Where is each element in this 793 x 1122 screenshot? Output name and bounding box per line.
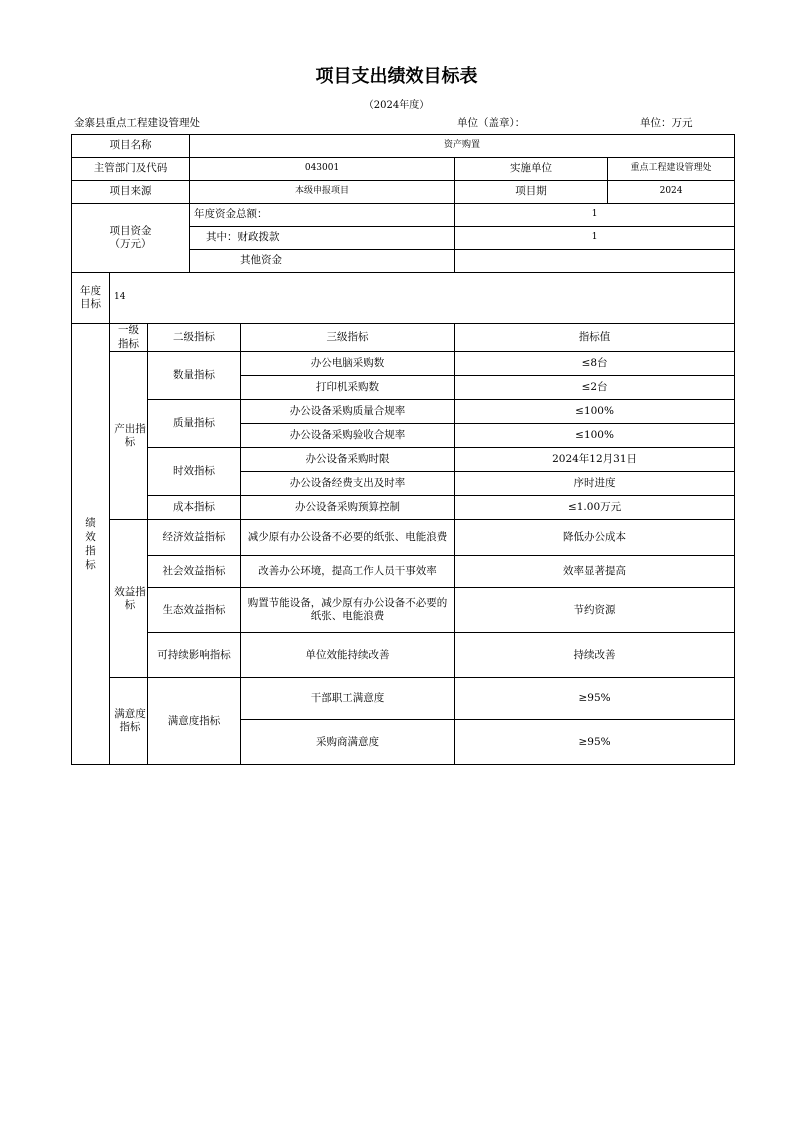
- quantity-indicator: 数量指标: [148, 352, 241, 400]
- table-row: [72, 520, 735, 556]
- indicator-a1-value: ≥95%: [455, 678, 735, 720]
- benefit-label: [110, 520, 148, 678]
- perf-label-text: 绩效指标: [85, 516, 96, 572]
- satisfaction-label-text: 满意度指标: [114, 708, 146, 734]
- dept-label: 主管部门及代码: [72, 158, 190, 181]
- table-row: [72, 324, 735, 352]
- economic-indicator: 经济效益指标: [148, 520, 241, 556]
- table-row: [72, 496, 735, 520]
- impl-unit-label: 实施单位: [455, 158, 608, 181]
- sustain-indicator: 可持续影响指标: [148, 633, 241, 678]
- funds-label: [72, 204, 190, 273]
- level1-header-text: 一级指标: [118, 324, 139, 350]
- funds-fiscal-value: 1: [455, 227, 735, 250]
- benefit-label-text: 效益指标: [114, 585, 146, 611]
- indicator-s1: 改善办公环境，提高工作人员干事效率: [241, 556, 455, 588]
- dept-code-value: 043001: [190, 158, 455, 181]
- indicator-p1-value: 持续改善: [455, 633, 735, 678]
- table-row: [72, 678, 735, 720]
- table-row: [72, 400, 735, 424]
- quality-indicator: 质量指标: [148, 400, 241, 448]
- satisfaction-label: [110, 678, 148, 765]
- funds-label-text: 项目资金（万元）: [109, 224, 152, 250]
- project-name-label: 项目名称: [72, 135, 190, 158]
- perf-label: [72, 324, 110, 765]
- indicator-p1: 单位效能持续改善: [241, 633, 455, 678]
- indicator-c1-value: ≤1.00万元: [455, 496, 735, 520]
- funds-fiscal-label: 其中：财政拨款: [190, 227, 455, 250]
- indicator-t2: 办公设备经费支出及时率: [241, 472, 455, 496]
- source-value: 本级申报项目: [190, 181, 455, 204]
- table-row: [72, 135, 735, 158]
- indicator-m2-value: ≤100%: [455, 424, 735, 448]
- indicator-m1: 办公设备采购质量合规率: [241, 400, 455, 424]
- output-label: [110, 352, 148, 520]
- indicator-e1-value: 降低办公成本: [455, 520, 735, 556]
- value-header: 指标值: [455, 324, 735, 352]
- indicator-q2-value: ≤2台: [455, 376, 735, 400]
- level3-header: 三级指标: [241, 324, 455, 352]
- indicator-g1: 购置节能设备，减少原有办公设备不必要的纸张、电能浪费: [241, 588, 455, 633]
- eco-indicator: 生态效益指标: [148, 588, 241, 633]
- period-value: 2024: [608, 181, 735, 204]
- indicator-m2: 办公设备采购验收合规率: [241, 424, 455, 448]
- indicator-m1-value: ≤100%: [455, 400, 735, 424]
- page-title: 项目支出绩效目标表: [315, 66, 478, 87]
- indicator-e1: 减少原有办公设备不必要的纸张、电能浪费: [241, 520, 455, 556]
- funds-total-label: 年度资金总额：: [190, 204, 455, 227]
- unit-label: 单位：万元: [640, 117, 693, 129]
- table-row: [72, 556, 735, 588]
- annual-goal-label: [72, 273, 110, 324]
- indicator-q1-value: ≤8台: [455, 352, 735, 376]
- source-label: 项目来源: [72, 181, 190, 204]
- indicator-t1: 办公设备采购时限: [241, 448, 455, 472]
- table-row: [72, 204, 735, 227]
- indicator-q1: 办公电脑采购数: [241, 352, 455, 376]
- funds-other-value: [455, 250, 735, 273]
- level1-header: [110, 324, 148, 352]
- social-indicator: 社会效益指标: [148, 556, 241, 588]
- indicator-g1-value: 节约资源: [455, 588, 735, 633]
- timeliness-indicator: 时效指标: [148, 448, 241, 496]
- table-row: [72, 352, 735, 376]
- impl-unit-value: 重点工程建设管理处: [608, 158, 735, 181]
- table-row: [72, 273, 735, 324]
- table-row: [72, 448, 735, 472]
- table-row: [72, 158, 735, 181]
- annual-goal-value: 14: [110, 273, 735, 324]
- table-row: [72, 588, 735, 633]
- annual-goal-label-text: 年度目标: [80, 284, 101, 310]
- year-label: （2024年度）: [363, 100, 430, 111]
- indicator-t2-value: 序时进度: [455, 472, 735, 496]
- funds-total-value: 1: [455, 204, 735, 227]
- organization-name: 金寨县重点工程建设管理处: [74, 117, 200, 129]
- project-name-value: 资产购置: [190, 135, 735, 158]
- output-label-text: 产出指标: [114, 422, 146, 448]
- indicator-a2-value: ≥95%: [455, 720, 735, 765]
- seal-label: 单位（盖章）：: [457, 117, 526, 129]
- level2-header: 二级指标: [148, 324, 241, 352]
- indicator-a2: 采购商满意度: [241, 720, 455, 765]
- indicator-a1: 干部职工满意度: [241, 678, 455, 720]
- cost-indicator: 成本指标: [148, 496, 241, 520]
- table-row: [72, 181, 735, 204]
- period-label: 项目期: [455, 181, 608, 204]
- indicator-s1-value: 效率显著提高: [455, 556, 735, 588]
- satisfaction-indicator: 满意度指标: [148, 678, 241, 765]
- table-row: [72, 633, 735, 678]
- funds-other-label: 其他资金: [190, 250, 455, 273]
- indicator-t1-value: 2024年12月31日: [455, 448, 735, 472]
- indicator-c1: 办公设备采购预算控制: [241, 496, 455, 520]
- indicator-q2: 打印机采购数: [241, 376, 455, 400]
- performance-target-table: [71, 134, 735, 765]
